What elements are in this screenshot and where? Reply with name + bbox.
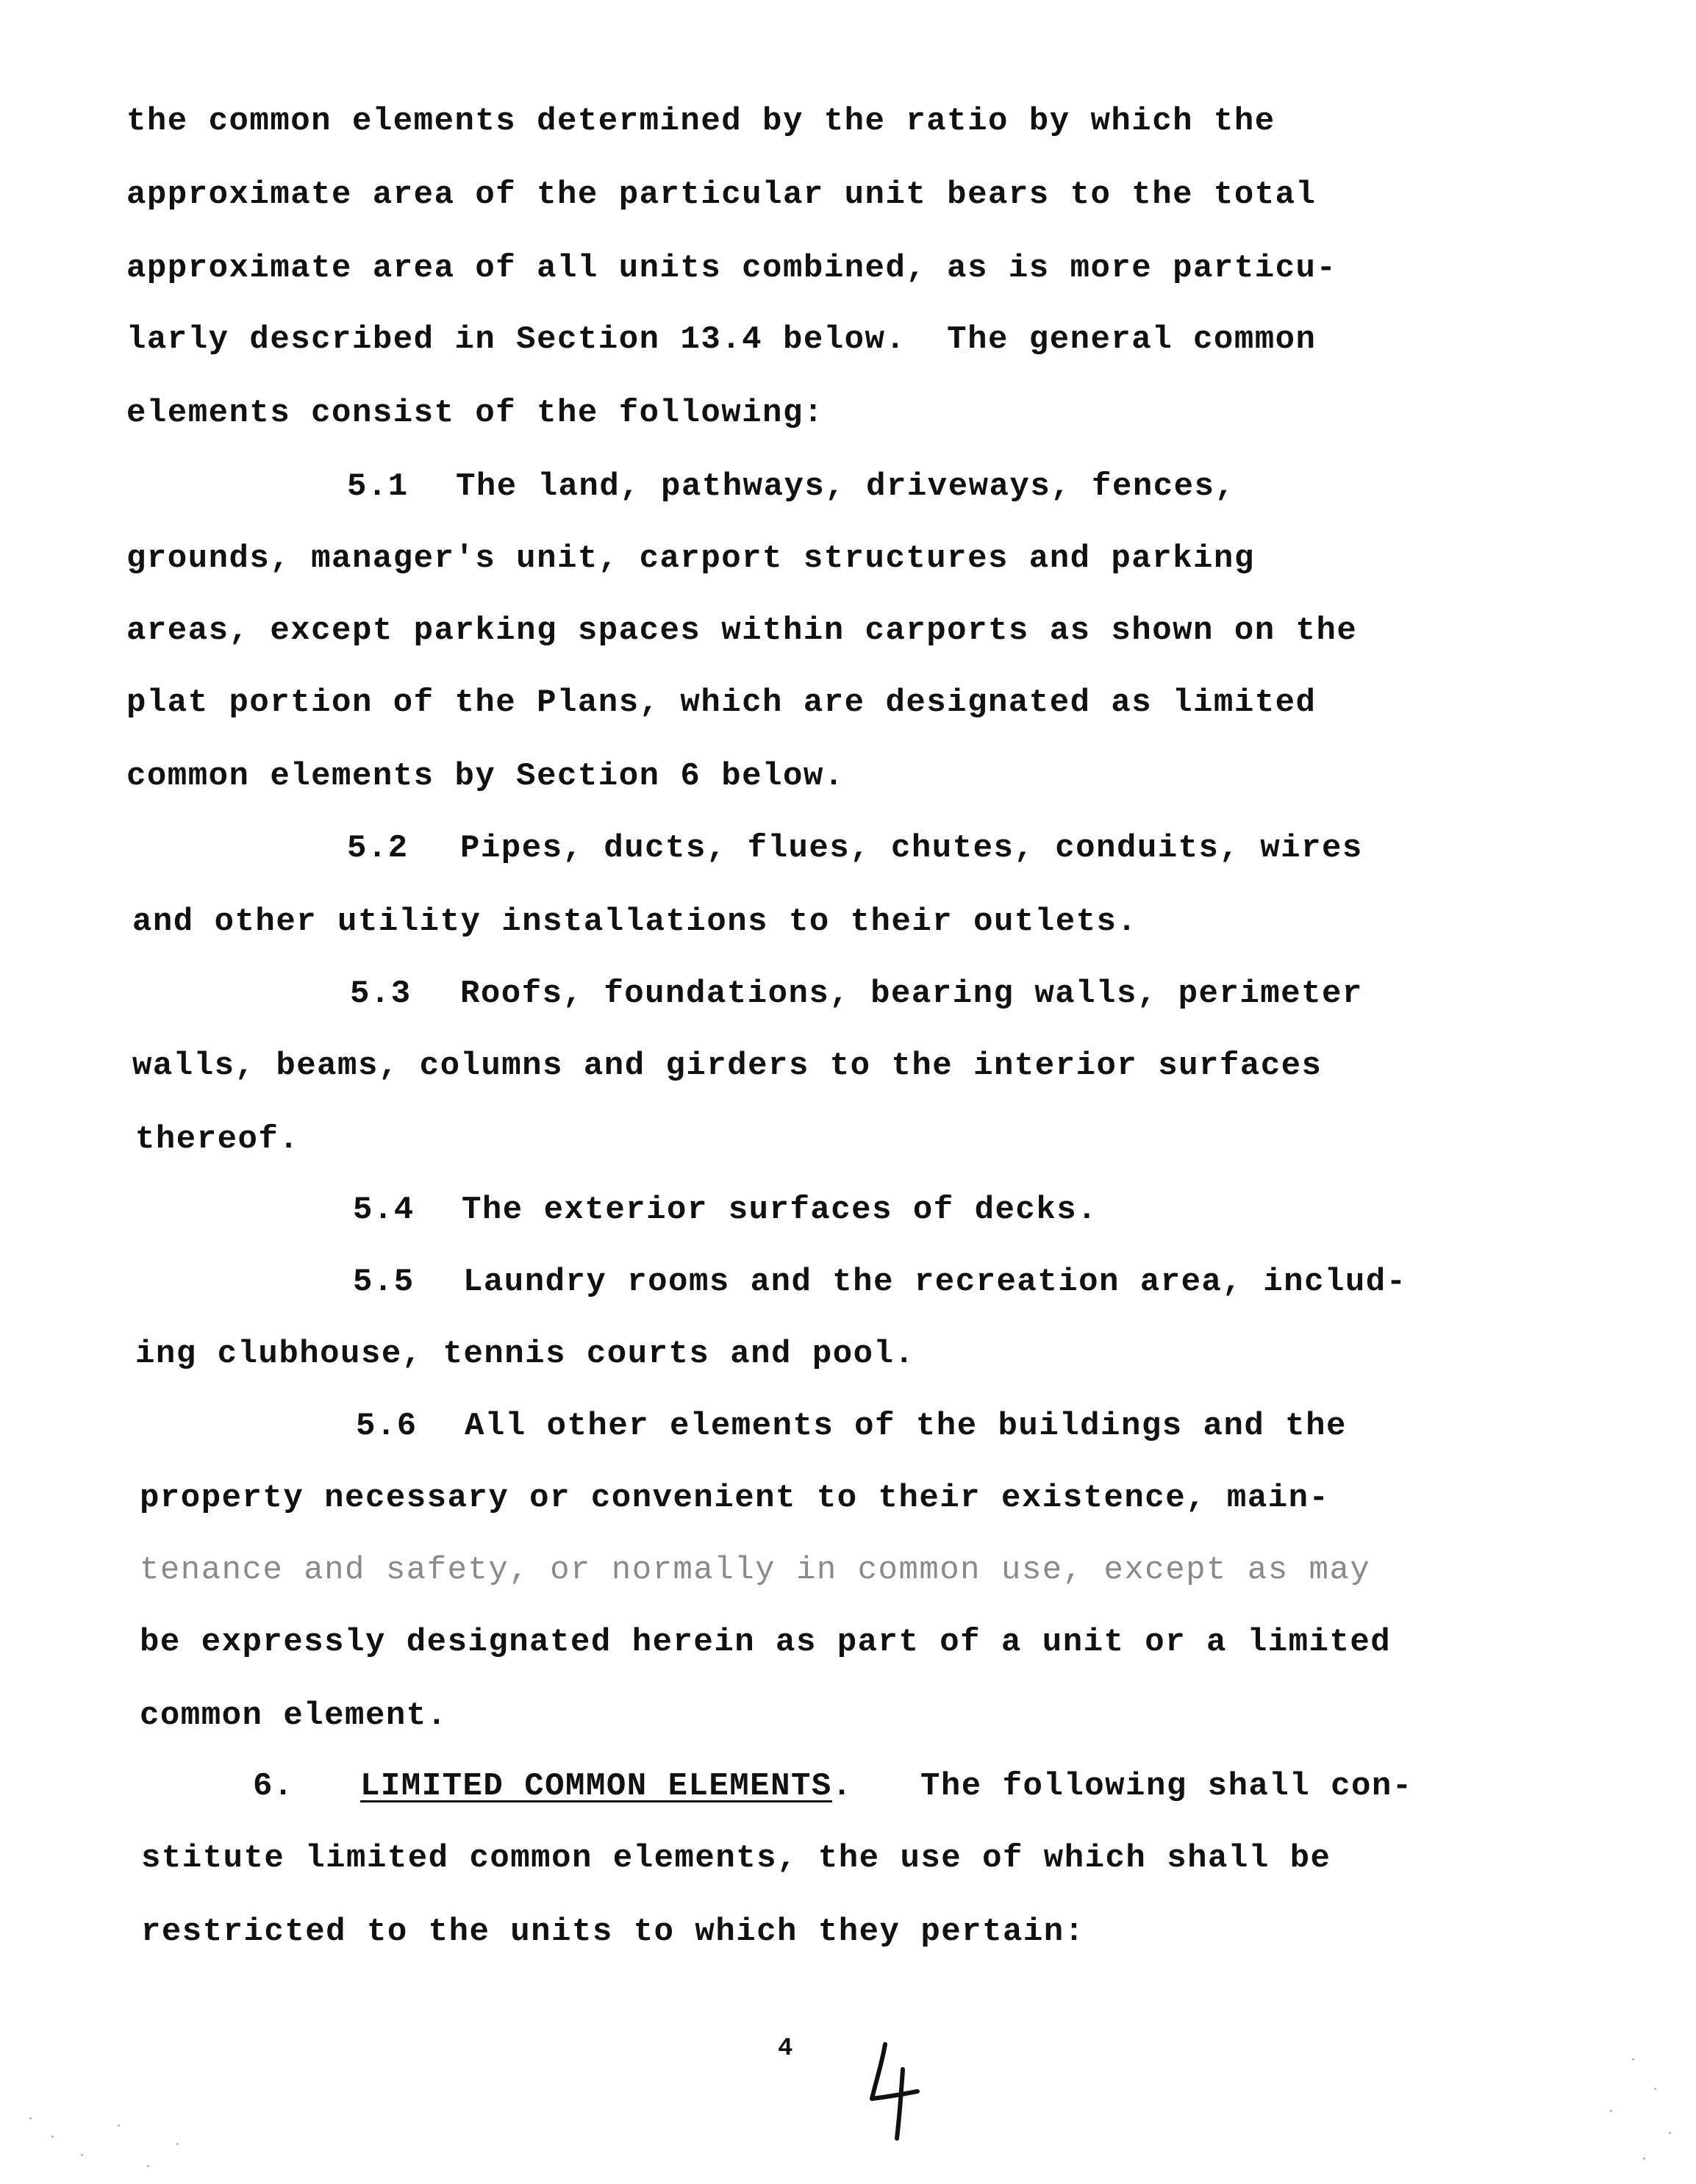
item-5-6-line-1: All other elements of the buildings and the — [465, 1408, 1347, 1444]
item-5-2-line-2: and other utility installations to their outlets. — [132, 903, 1138, 940]
page-number: 4 — [778, 2035, 793, 2063]
intro-line-1: the common elements determined by the ratio by which the — [126, 103, 1275, 140]
section-6-line-3: restricted to the units to which they pertain: — [141, 1913, 1085, 1950]
item-5-3-line-2: walls, beams, columns and girders to the interior surfaces — [132, 1048, 1323, 1084]
item-5-1-line-4: plat portion of the Plans, which are designated as limited — [126, 684, 1317, 721]
intro-line-3: approximate area of all units combined, as is more particu- — [126, 250, 1337, 287]
item-number-5-1: 5.1 — [347, 468, 409, 505]
item-5-5-line-2: ing clubhouse, tennis courts and pool. — [135, 1336, 915, 1372]
section-6-heading-text: LIMITED COMMON ELEMENTS — [360, 1768, 832, 1805]
intro-line-5: elements consist of the following: — [126, 395, 824, 432]
item-5-1-line-1: The land, pathways, driveways, fences, — [456, 468, 1236, 505]
item-number-5-5: 5.5 — [353, 1264, 415, 1300]
item-5-6-line-3: tenance and safety, or normally in common use, except as may — [140, 1552, 1371, 1589]
item-5-1-line-2: grounds, manager's unit, carport structures and parking — [126, 540, 1255, 577]
item-number-5-6: 5.6 — [356, 1408, 418, 1444]
item-5-6-line-4: be expressly designated herein as part of a unit or a limited — [140, 1624, 1392, 1661]
item-5-1-line-5: common elements by Section 6 below. — [126, 758, 845, 795]
item-5-2-line-1: Pipes, ducts, flues, chutes, conduits, wires — [460, 830, 1363, 867]
section-6-heading-period: . — [831, 1768, 853, 1805]
item-5-1-line-3: areas, except parking spaces within carports as shown on the — [126, 612, 1358, 649]
item-number-5-3: 5.3 — [350, 975, 412, 1012]
item-5-6-line-5: common element. — [140, 1697, 448, 1734]
handwritten-page-number — [869, 2040, 920, 2143]
intro-line-2: approximate area of the particular unit bears to the total — [126, 176, 1317, 213]
intro-line-4: larly described in Section 13.4 below. The general common — [126, 321, 1317, 358]
section-6-line-1: The following shall con- — [920, 1768, 1413, 1805]
item-5-3-line-3: thereof. — [135, 1121, 300, 1158]
section-6-line-2: stitute limited common elements, the use of which shall be — [141, 1840, 1331, 1877]
item-5-3-line-1: Roofs, foundations, bearing walls, perimeter — [460, 975, 1363, 1012]
item-5-6-line-2: property necessary or convenient to their existence, main- — [140, 1480, 1330, 1517]
section-6-number: 6. — [253, 1768, 294, 1805]
item-5-5-line-1: Laundry rooms and the recreation area, includ- — [463, 1264, 1407, 1300]
item-number-5-2: 5.2 — [347, 830, 409, 867]
item-number-5-4: 5.4 — [353, 1192, 415, 1228]
item-5-4-line-1: The exterior surfaces of decks. — [462, 1192, 1098, 1228]
section-6-heading — [360, 1768, 853, 1805]
